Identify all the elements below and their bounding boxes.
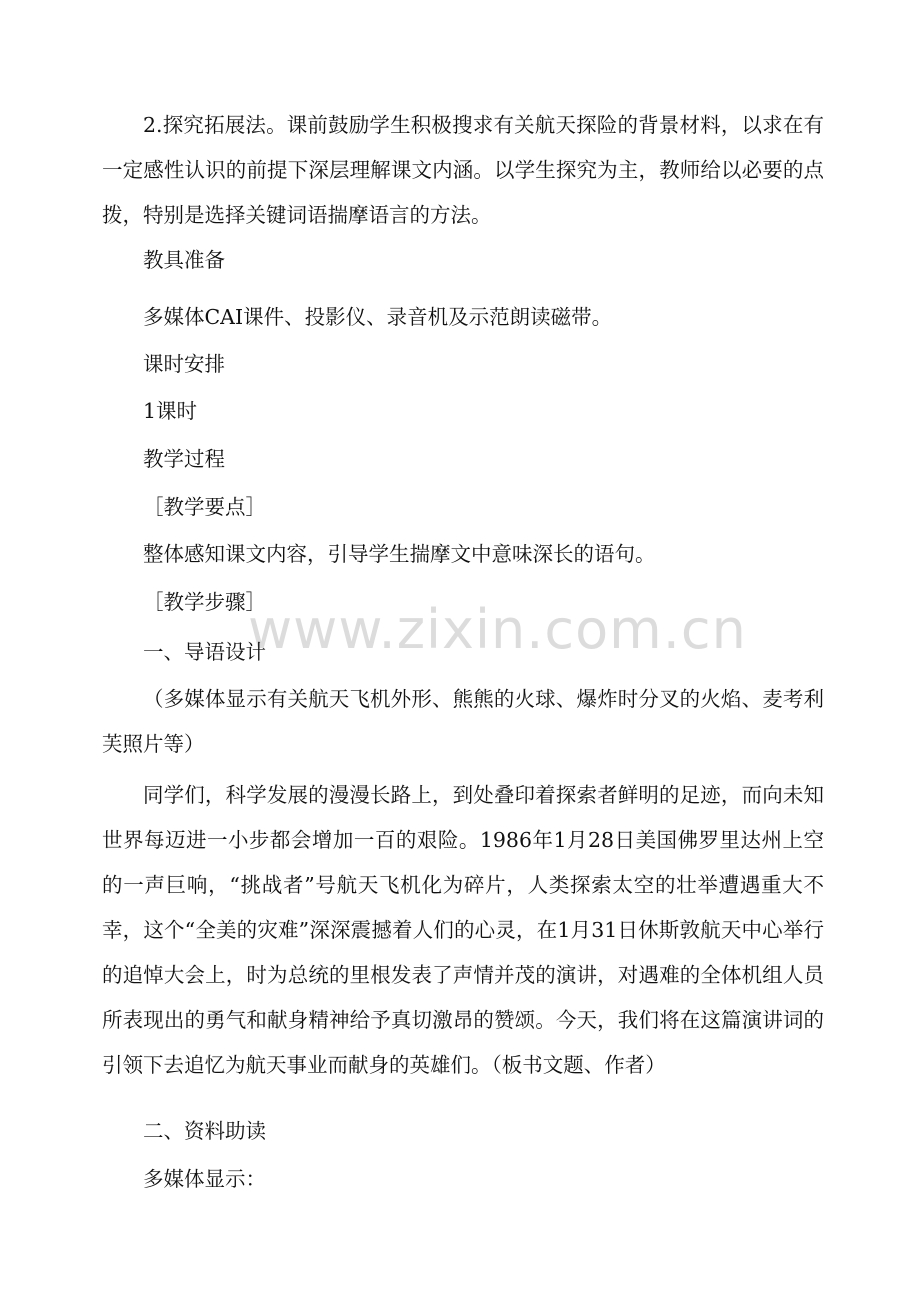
paragraph-schedule: 1课时 [143,399,198,423]
watermark: www.zixin.com.cn [248,598,747,661]
paragraph-multimedia-note: （多媒体显示有关航天飞机外形、熊熊的火球、爆炸时分叉的火焰、麦考利芙照片等） [102,687,824,756]
heading-reading-materials: 二、资料助读 [143,1119,266,1143]
heading-process: 教学过程 [143,447,225,471]
paragraph-teaching-aids: 多媒体CAI课件、投影仪、录音机及示范朗读磁带。 [143,305,613,329]
heading-teaching-aids: 教具准备 [143,248,225,272]
paragraph-method-2: 2.探究拓展法。课前鼓励学生积极搜求有关航天探险的背景材料，以求在有一定感性认识的前提下深层理解课文内涵。以学生探究为主，教师给以必要的点拨，特别是选择关键词语揣摩语言的方法。 [102,113,824,227]
paragraph-multimedia-display: 多媒体显示： [143,1167,266,1191]
heading-intro-design: 一、导语设计 [143,640,266,664]
heading-steps: ［教学步骤］ [143,590,266,614]
heading-key-points: ［教学要点］ [143,495,266,519]
paragraph-intro-speech: 同学们，科学发展的漫漫长路上，到处叠印着探索者鲜明的足迹，而向未知世界每迈进一小步都会增加一百的艰险。1986年1月28日美国佛罗里达州上空的一声巨响，“挑战者”号航天飞机化为碎片，人类探索太空的壮举遭遇重大不幸，这个“全美的灾难”深深震撼着人们的心灵，在1月31日休斯敦航天中心举行的追悼大会上，时为总统的里根发表了声情并茂的演讲，对遇难的全体机组人员所表现出的勇气和献身精神给予真切激昂的赞颂。今天，我们将在这篇演讲词的引领下去追忆为航天事业而献身的英雄们。（板书文题、作者） [102,783,824,1077]
paragraph-key-points: 整体感知课文内容，引导学生揣摩文中意味深长的语句。 [143,542,656,566]
heading-schedule: 课时安排 [143,352,225,376]
